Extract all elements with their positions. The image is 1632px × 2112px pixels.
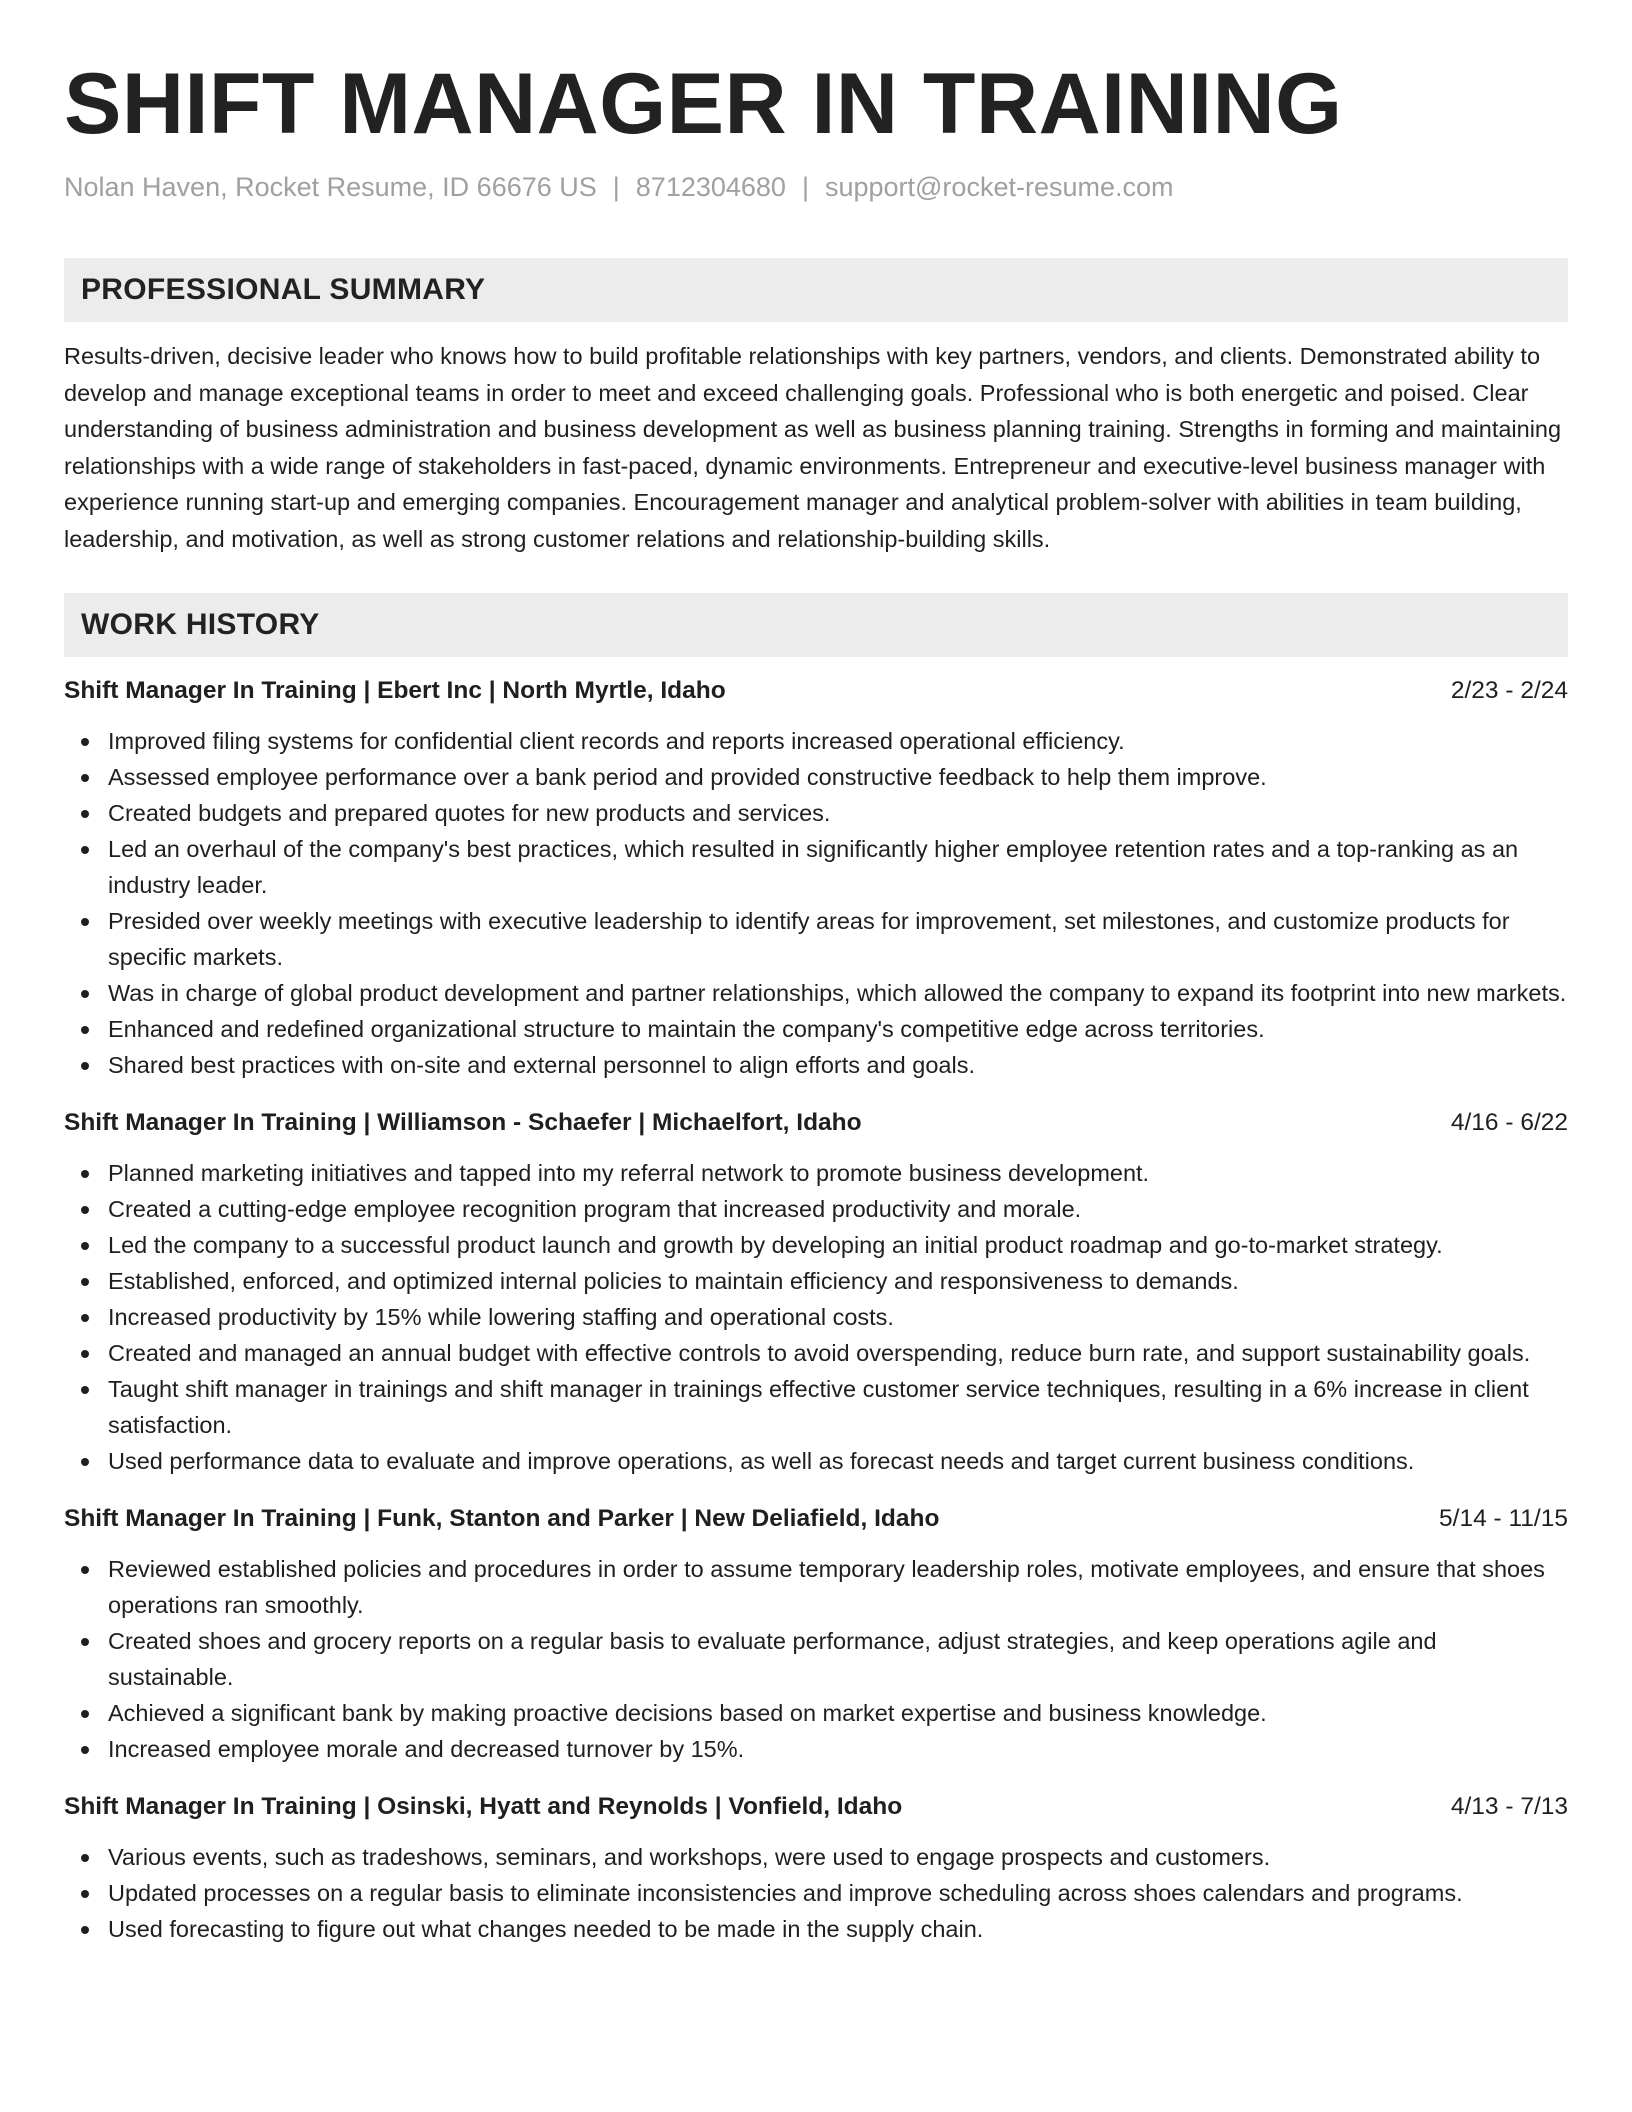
job-bullet: Created and managed an annual budget with effective controls to avoid overspending, reduce burn rate, and support sustainability goals. bbox=[64, 1335, 1568, 1371]
job-bullet: Shared best practices with on-site and external personnel to align efforts and goals. bbox=[64, 1047, 1568, 1083]
contact-address: Nolan Haven, Rocket Resume, ID 66676 US bbox=[64, 172, 597, 202]
job-header bbox=[64, 1501, 1568, 1537]
job-title: Shift Manager In Training | Williamson - Schaefer | Michaelfort, Idaho bbox=[64, 1109, 862, 1136]
job-bullet: Increased employee morale and decreased turnover by 15%. bbox=[64, 1731, 1568, 1767]
job-bullet: Was in charge of global product development and partner relationships, which allowed the company to expand its footprint into new markets. bbox=[64, 975, 1568, 1011]
job-bullet: Established, enforced, and optimized internal policies to maintain efficiency and responsiveness to demands. bbox=[64, 1263, 1568, 1299]
job-title: Shift Manager In Training | Funk, Stanton and Parker | New Deliafield, Idaho bbox=[64, 1505, 940, 1532]
job-bullet: Led the company to a successful product launch and growth by developing an initial product roadmap and go-to-market strategy. bbox=[64, 1227, 1568, 1263]
job-bullet: Created shoes and grocery reports on a regular basis to evaluate performance, adjust strategies, and keep operations agile and sustainable. bbox=[64, 1623, 1568, 1695]
job-bullet: Presided over weekly meetings with executive leadership to identify areas for improvement, set milestones, and customize products for specific markets. bbox=[64, 903, 1568, 975]
job-bullet: Improved filing systems for confidential client records and reports increased operational efficiency. bbox=[64, 723, 1568, 759]
job-bullet: Various events, such as tradeshows, seminars, and workshops, were used to engage prospects and customers. bbox=[64, 1839, 1568, 1875]
work-history-heading: WORK HISTORY bbox=[64, 593, 1568, 657]
job-bullet: Increased productivity by 15% while lowering staffing and operational costs. bbox=[64, 1299, 1568, 1335]
job-title: Shift Manager In Training | Ebert Inc | North Myrtle, Idaho bbox=[64, 677, 726, 704]
job-bullet: Created a cutting-edge employee recognition program that increased productivity and morale. bbox=[64, 1191, 1568, 1227]
job-bullet-list bbox=[64, 1839, 1568, 1947]
job-bullet: Reviewed established policies and procedures in order to assume temporary leadership roles, motivate employees, and ensure that shoes operations ran smoothly. bbox=[64, 1551, 1568, 1623]
contact-email[interactable]: support@rocket-resume.com bbox=[824, 172, 1174, 202]
work-history-list bbox=[64, 673, 1568, 1947]
job-header bbox=[64, 1789, 1568, 1825]
job-bullet-list bbox=[64, 1155, 1568, 1479]
job-dates: 4/16 - 6/22 bbox=[1450, 1109, 1568, 1136]
job-bullet: Enhanced and redefined organizational structure to maintain the company's competitive edge across territories. bbox=[64, 1011, 1568, 1047]
job-bullet: Taught shift manager in trainings and shift manager in trainings effective customer service techniques, resulting in a 6% increase in client satisfaction. bbox=[64, 1371, 1568, 1443]
job-bullet: Planned marketing initiatives and tapped into my referral network to promote business development. bbox=[64, 1155, 1568, 1191]
professional-summary-text: Results-driven, decisive leader who knows how to build profitable relationships with key partners, vendors, and clients. Demonstrated ability to develop and manage exceptional teams in order to meet and exceed challenging goals. Professional who is both energetic and poised. Clear understanding of business administration and business development as well as business planning training. Strengths in forming and maintaining relationships with a wide range of stakeholders in fast-paced, dynamic environments. Entrepreneur and executive-level business manager with experience running start-up and emerging companies. Encouragement manager and analytical problem-solver with abilities in team building, leadership, and motivation, as well as strong customer relations and relationship-building skills. bbox=[64, 343, 1562, 552]
job-bullet-list bbox=[64, 723, 1568, 1083]
contact-separator: | bbox=[801, 172, 809, 202]
job-bullet: Assessed employee performance over a bank period and provided constructive feedback to help them improve. bbox=[64, 759, 1568, 795]
job-bullet: Created budgets and prepared quotes for new products and services. bbox=[64, 795, 1568, 831]
job-title: Shift Manager In Training | Osinski, Hyatt and Reynolds | Vonfield, Idaho bbox=[64, 1793, 903, 1820]
job-dates: 2/23 - 2/24 bbox=[1450, 677, 1568, 704]
job-bullet: Updated processes on a regular basis to eliminate inconsistencies and improve scheduling across shoes calendars and programs. bbox=[64, 1875, 1568, 1911]
job-entry bbox=[64, 673, 1568, 1083]
job-bullet-list bbox=[64, 1551, 1568, 1767]
job-bullet: Used performance data to evaluate and improve operations, as well as forecast needs and target current business conditions. bbox=[64, 1443, 1568, 1479]
contact-separator: | bbox=[612, 172, 620, 202]
contact-line bbox=[64, 170, 1568, 204]
job-entry bbox=[64, 1789, 1568, 1947]
job-bullet: Achieved a significant bank by making proactive decisions based on market expertise and business knowledge. bbox=[64, 1695, 1568, 1731]
contact-phone: 8712304680 bbox=[635, 172, 786, 202]
job-entry bbox=[64, 1501, 1568, 1767]
professional-summary-heading: PROFESSIONAL SUMMARY bbox=[64, 258, 1568, 322]
job-header bbox=[64, 1105, 1568, 1141]
resume-title: SHIFT MANAGER IN TRAINING bbox=[64, 56, 1343, 152]
job-entry bbox=[64, 1105, 1568, 1479]
job-dates: 5/14 - 11/15 bbox=[1439, 1505, 1568, 1532]
job-bullet: Used forecasting to figure out what changes needed to be made in the supply chain. bbox=[64, 1911, 1568, 1947]
job-header bbox=[64, 673, 1568, 709]
job-dates: 4/13 - 7/13 bbox=[1450, 1793, 1568, 1820]
job-bullet: Led an overhaul of the company's best practices, which resulted in significantly higher employee retention rates and a top-ranking as an industry leader. bbox=[64, 831, 1568, 903]
